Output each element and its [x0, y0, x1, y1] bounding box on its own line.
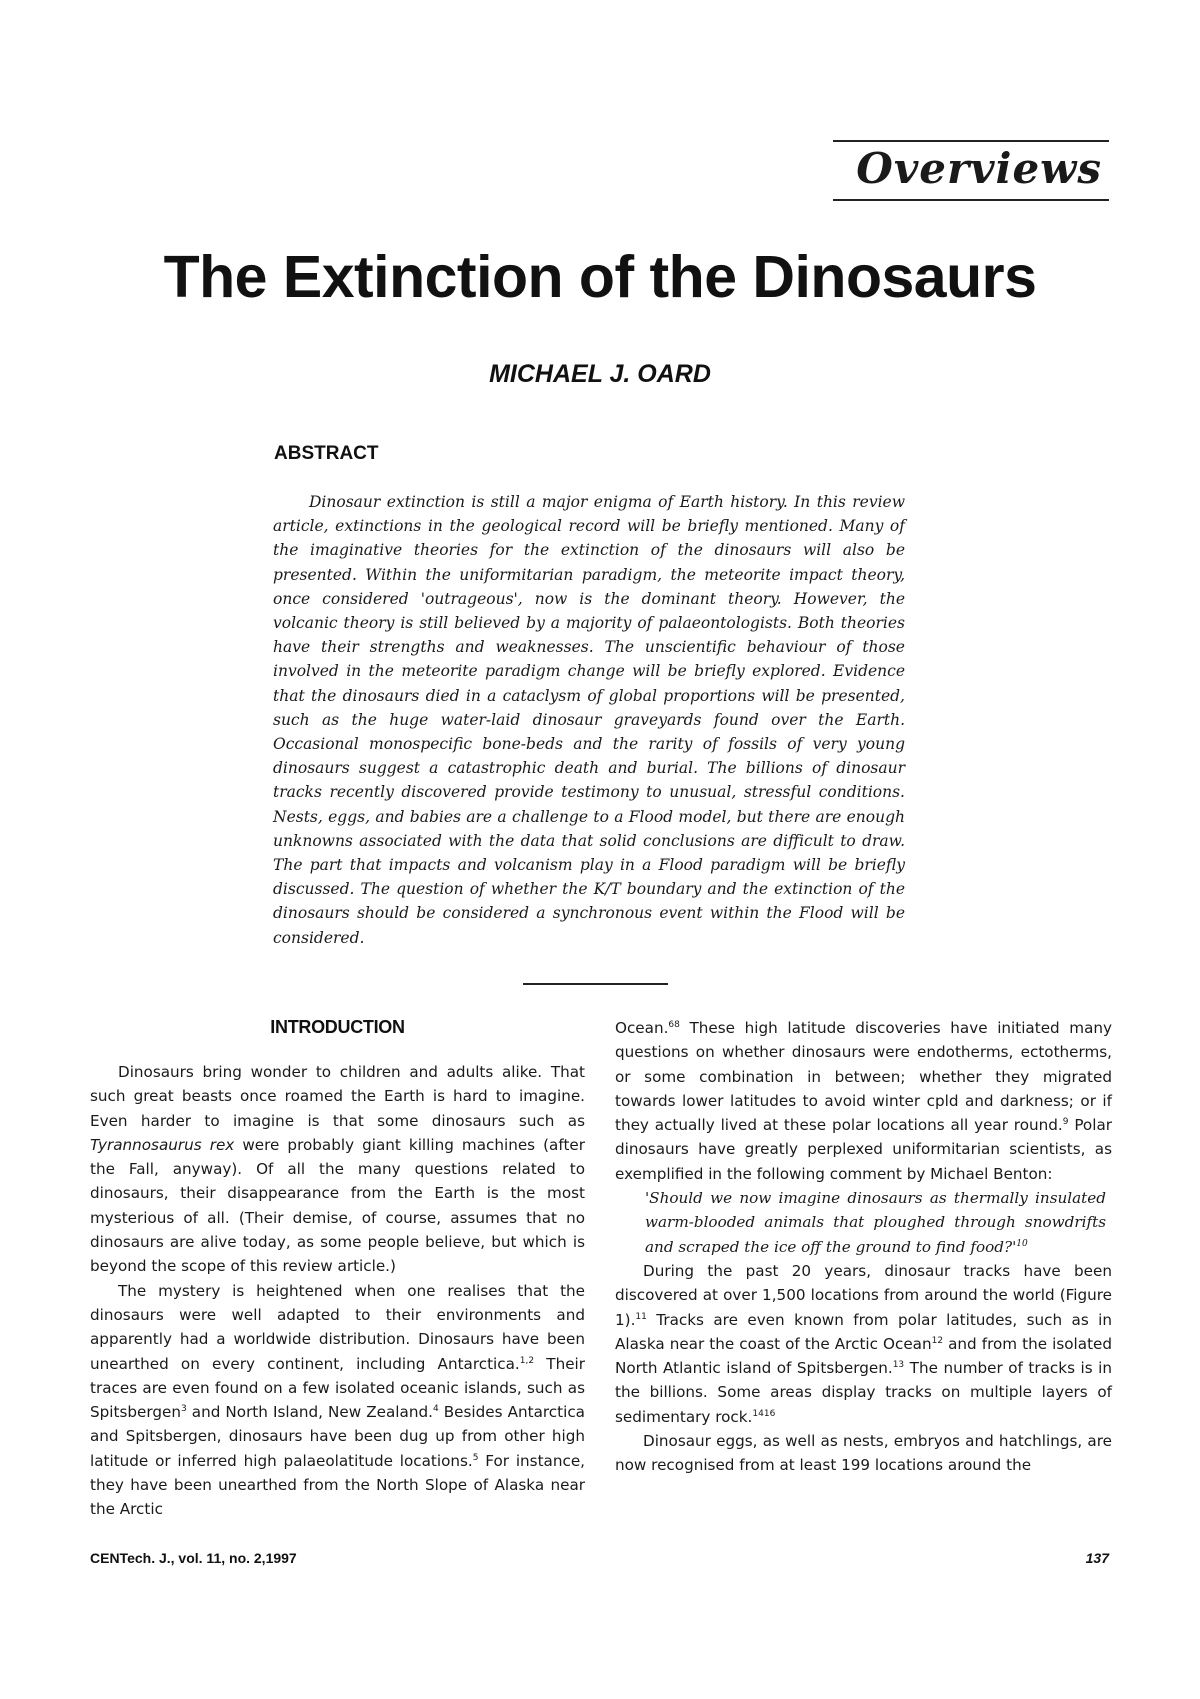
page-number: 137 [1085, 1550, 1109, 1566]
reference-superscript: 3 [180, 1404, 187, 1415]
reference-superscript: 68 [668, 1020, 680, 1030]
left-column [90, 1016, 585, 1522]
reference-superscript: 9 [1062, 1117, 1069, 1128]
p2-text-a: The mystery is heightened when one realises that the dinosaurs were well adapted to their environments and apparently had a worldwide distribution. Dinosaurs have been unearthed on every continent, including Antarctica. [90, 1281, 585, 1373]
reference-superscript: 12 [931, 1335, 944, 1346]
right-paragraph-3: Dinosaur eggs, as well as nests, embryos and hatchlings, are now recognised from at least 199 locations around the [615, 1432, 1112, 1475]
reference-superscript: 13 [892, 1360, 905, 1371]
p2-text-b: Their traces are even found on a few isolated oceanic islands, such as Spitsbergen [90, 1354, 586, 1422]
species-name: Tyrannosaurus rex [90, 1135, 235, 1154]
quote-text: 'Should we now imagine dinosaurs as thermally insulated warm-blooded animals that ploughed through snowdrifts and scraped the ice off the ground to find food?' [645, 1189, 1106, 1256]
r1-text-b: These high latitude discoveries have initiated many questions on whether dinosaurs were endotherms, ectotherms, or some combination in between; whether they migrated towards lower latitudes to avoid winter cpld and darkness; or if they actually lived at these polar locations all year round. [615, 1019, 1113, 1135]
p1-text: Dinosaurs bring wonder to children and adults alike. That such great beasts once roamed the Earth is hard to imagine. Even harder to imagine is that some dinosaurs such as [90, 1063, 585, 1130]
header-rule-top [833, 140, 1109, 142]
intro-paragraph-1 [90, 1060, 585, 1279]
r2-text-c: and from the isolated North Atlantic island of Spitsbergen. [615, 1334, 1113, 1378]
abstract-divider [523, 983, 668, 985]
reference-superscript: 4 [432, 1404, 439, 1415]
article-author: MICHAEL J. OARD [489, 360, 711, 388]
abstract-heading: ABSTRACT [274, 443, 379, 464]
header-rule-bottom [833, 199, 1109, 201]
r2-text-b: Tracks are even known from polar latitudes, such as in Alaska near the coast of the Arctic Ocean [615, 1310, 1112, 1353]
p2-text-c: and North Island, New Zealand. [191, 1403, 433, 1422]
r1-text-a: Ocean. [615, 1019, 669, 1037]
r2-text-a: During the past 20 years, dinosaur tracks have been discovered at over 1,500 locations from around the world (Figure 1). [615, 1261, 1112, 1329]
p2-text-d: Besides Antarctica and Spitsbergen, dinosaurs have been dug up from other high latitude or inferred high palaeolatitude locations. [90, 1403, 585, 1470]
reference-superscript: 1416 [752, 1408, 776, 1419]
intro-paragraph-2 [90, 1279, 585, 1522]
p2-text-e: For instance, they have been unearthed from the North Slope of Alaska near the Arctic [90, 1451, 585, 1519]
article-title: The Extinction of the Dinosaurs [163, 244, 1037, 310]
right-column [615, 1016, 1112, 1478]
reference-superscript: 5 [472, 1452, 479, 1463]
abstract-text: Dinosaur extinction is still a major enigma of Earth history. In this review article, extinctions in the geological record will be briefly mentioned. Many of the imaginative theories for the extinction of the dinosaurs will also be presented. Within the uniformitarian paradigm, the meteorite impact theory, once considered 'outrageous', now is the dominant theory. However, the volcanic theory is still believed by a majority of palaeontologists. Both theories have their strengths and weaknesses. The unscientific behaviour of those involved in the meteorite paradigm change will be briefly explored. Evidence that the dinosaurs died in a cataclysm of global proportions will be presented, such as the huge water-laid dinosaur graveyards found over the Earth. Occasional monospecific bone-beds and the rarity of fossils of very young dinosaurs suggest a catastrophic death and burial. The billions of dinosaur tracks recently discovered provide testimony to unusual, stressful conditions. Nests, eggs, and babies are a challenge to a Flood model, but there are enough unknowns associated with the data that solid conclusions are difficult to draw. The part that impacts and volcanism play in a Flood paradigm will be briefly discussed. The question of whether the K/T boundary and the extinction of the dinosaurs should be considered a synchronous event within the Flood will be considered. [273, 493, 905, 947]
benton-quote [645, 1186, 1106, 1259]
introduction-heading: INTRODUCTION [270, 1017, 405, 1037]
p1-text-cont: were probably giant killing machines (after the Fall, anyway). Of all the many questions related to dinosaurs, their disappearance from the Earth is the most mysterious of all. (Their demise, of course, assumes that no dinosaurs are alive today, as some people believe, but which is beyond the scope of this review article.) [90, 1135, 585, 1276]
r1-text-c: Polar dinosaurs have greatly perplexed uniformitarian scientists, as exemplified in the following comment by Michael Benton: [615, 1116, 1112, 1183]
journal-citation: CENTech. J., vol. 11, no. 2,1997 [90, 1550, 297, 1566]
r2-text-d: The number of tracks is in the billions. Some areas display tracks on multiple layers of sedimentary rock. [615, 1359, 1113, 1426]
right-paragraph-2 [615, 1259, 1112, 1429]
reference-superscript: 11 [635, 1311, 647, 1322]
reference-superscript: 10 [1016, 1238, 1028, 1249]
right-paragraph-1 [615, 1016, 1112, 1186]
reference-superscript: 1,2 [519, 1355, 535, 1366]
section-label: Overviews [856, 144, 1102, 193]
